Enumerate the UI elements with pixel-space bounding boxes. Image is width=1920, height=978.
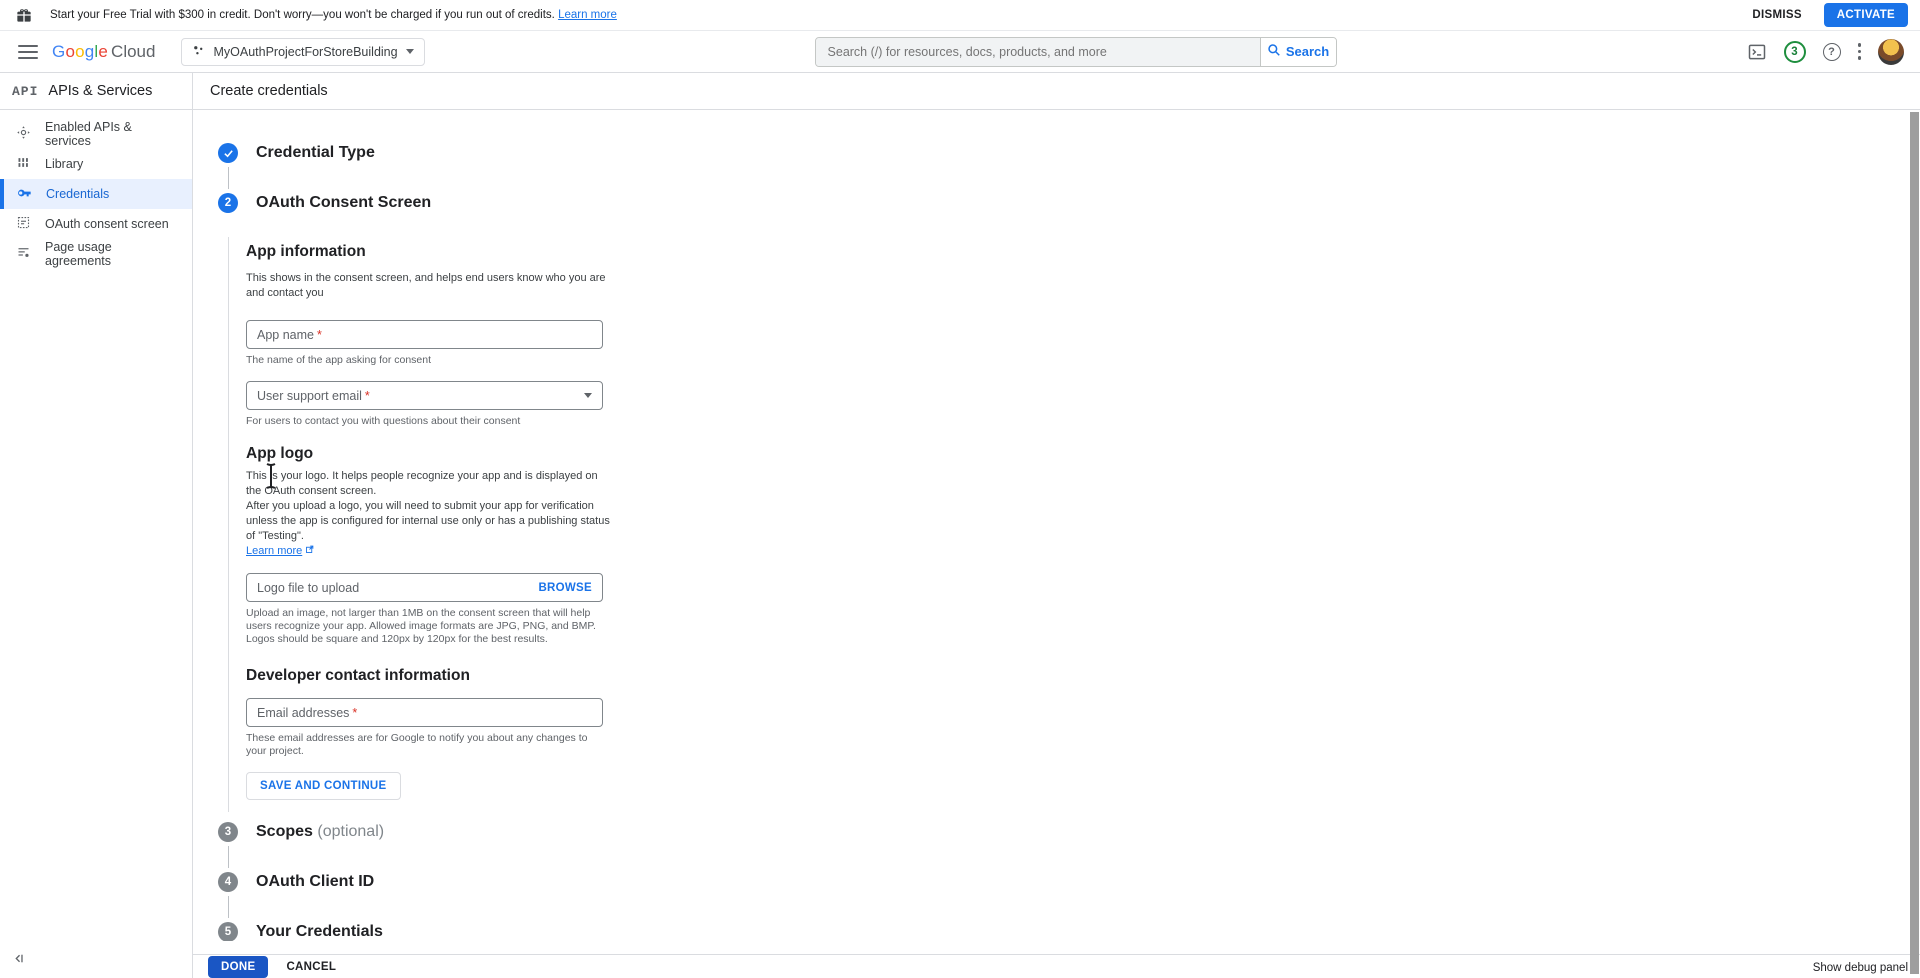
- avatar[interactable]: [1878, 39, 1904, 65]
- chevron-down-icon: [406, 49, 414, 54]
- step-number-badge: 4: [218, 872, 238, 892]
- developer-contact-heading: Developer contact information: [246, 667, 470, 684]
- project-name: MyOAuthProjectForStoreBuilding: [213, 44, 398, 59]
- step-done-check-icon: [218, 143, 238, 163]
- logo-file-input[interactable]: Logo file to upload BROWSE: [246, 573, 603, 602]
- brand-google: Google: [52, 41, 109, 61]
- agreements-icon: [16, 245, 31, 263]
- developer-contact-helper: These email addresses are for Google to notify you about any changes to your project.: [246, 732, 588, 757]
- step-number-badge: 5: [218, 922, 238, 941]
- activate-button[interactable]: ACTIVATE: [1824, 3, 1908, 27]
- save-and-continue-button[interactable]: SAVE AND CONTINUE: [246, 772, 401, 800]
- google-cloud-logo[interactable]: [52, 42, 155, 62]
- menu-icon[interactable]: [18, 45, 38, 59]
- consent-screen-icon: [16, 215, 31, 233]
- logo-upload-helper: Upload an image, not larger than 1MB on the consent screen that will help users recognize your app. Allowed image formats are JPG, PNG, and BMP. Logos should be square and 120px by 120px for the best results.: [246, 607, 596, 645]
- main-panel: [193, 73, 1920, 978]
- project-selector[interactable]: [181, 38, 424, 66]
- step-connector: [228, 846, 1920, 868]
- step-oauth-consent-screen[interactable]: 2 OAuth Consent Screen: [193, 193, 1920, 213]
- required-asterisk: *: [352, 705, 358, 720]
- sidebar-item-page-usage[interactable]: Page usage agreements: [0, 239, 192, 269]
- app-information-heading: App information: [246, 243, 366, 260]
- notifications-badge[interactable]: 3: [1784, 41, 1806, 63]
- support-email-helper: For users to contact you with questions about their consent: [246, 415, 521, 427]
- sidebar-item-oauth-consent[interactable]: OAuth consent screen: [0, 209, 192, 239]
- sidebar-item-credentials[interactable]: Credentials: [0, 179, 192, 209]
- chevron-down-icon: [584, 393, 592, 398]
- key-icon: [16, 185, 32, 204]
- user-support-email-select[interactable]: User support email *: [246, 381, 603, 410]
- help-icon[interactable]: ?: [1823, 43, 1841, 61]
- library-icon: [16, 155, 31, 173]
- step-oauth-client-id[interactable]: 4 OAuth Client ID: [193, 872, 1920, 892]
- app-logo-description: This is your logo. It helps people recognize your app and is displayed on the OAuth consent screen. After you upload a logo, you will need to submit your app for verification unless the app is configured for internal use only or has a publishing status of "Testing". Learn more: [246, 470, 610, 557]
- app-logo-heading: App logo: [246, 445, 314, 462]
- top-navigation-bar: [0, 31, 1920, 73]
- app-name-helper: The name of the app asking for consent: [246, 354, 432, 366]
- search-button[interactable]: Search: [1260, 38, 1336, 66]
- step-connector: [228, 896, 1920, 918]
- more-options-icon[interactable]: [1858, 43, 1862, 60]
- gift-icon: [16, 7, 32, 23]
- dashboard-icon: [16, 125, 31, 143]
- step-number-badge: 2: [218, 193, 238, 213]
- learn-more-link[interactable]: Learn more: [246, 545, 303, 557]
- wizard-footer: [193, 954, 1920, 978]
- external-link-icon: [305, 545, 314, 557]
- sidebar-item-enabled-apis[interactable]: Enabled APIs & services: [0, 119, 192, 149]
- sidebar: [0, 73, 193, 978]
- dismiss-button[interactable]: DISMISS: [1752, 9, 1802, 21]
- sidebar-item-library[interactable]: Library: [0, 149, 192, 179]
- app-information-description: This shows in the consent screen, and helps end users know who you are and contact you: [246, 272, 606, 299]
- cloud-shell-icon[interactable]: [1747, 42, 1767, 62]
- show-debug-panel-link[interactable]: Show debug panel: [1812, 962, 1908, 974]
- app-name-input[interactable]: App name *: [246, 320, 603, 349]
- step-credential-type[interactable]: Credential Type: [193, 143, 1920, 163]
- required-asterisk: *: [364, 388, 370, 403]
- search-icon: [1267, 43, 1281, 60]
- cancel-button[interactable]: CANCEL: [286, 960, 337, 973]
- sidebar-title: APIs & Services: [48, 83, 153, 99]
- step-number-badge: 3: [218, 822, 238, 842]
- step-your-credentials[interactable]: 5 Your Credentials: [193, 922, 1920, 941]
- page-header: [193, 73, 1920, 110]
- page-title: Create credentials: [210, 83, 328, 99]
- oauth-consent-form: [228, 237, 648, 812]
- done-button[interactable]: DONE: [208, 956, 268, 978]
- browse-button[interactable]: BROWSE: [538, 581, 592, 594]
- scrollbar[interactable]: [1910, 112, 1919, 974]
- api-logo-icon: API: [12, 83, 39, 99]
- brand-cloud: Cloud: [111, 41, 156, 61]
- banner-message: Start your Free Trial with $300 in credit. Don't worry—you won't be charged if you run out of credits. Learn more: [50, 9, 617, 21]
- sidebar-header: [0, 73, 192, 110]
- email-addresses-input[interactable]: Email addresses *: [246, 698, 603, 727]
- project-icon: [192, 44, 205, 60]
- search-input[interactable]: [816, 38, 1260, 66]
- learn-more-link[interactable]: Learn more: [558, 9, 617, 21]
- step-connector: [228, 167, 1920, 189]
- create-credentials-wizard: [193, 110, 1920, 941]
- required-asterisk: *: [316, 327, 322, 342]
- step-scopes[interactable]: 3 Scopes (optional): [193, 822, 1920, 842]
- collapse-sidebar-icon[interactable]: [12, 952, 26, 970]
- global-search: [815, 37, 1337, 67]
- free-trial-banner: [0, 0, 1920, 31]
